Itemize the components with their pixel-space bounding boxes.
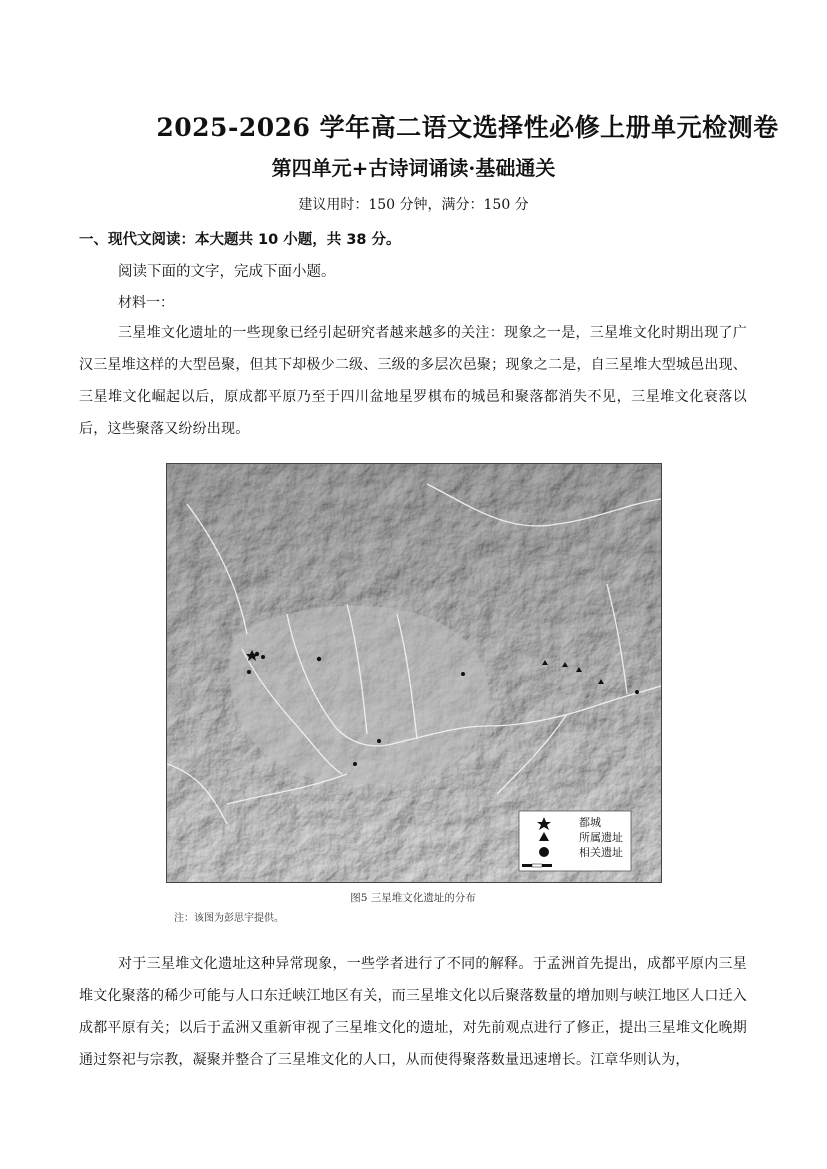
legend-related: 相关遗址 bbox=[579, 846, 623, 859]
site-marker bbox=[377, 739, 381, 743]
site-marker bbox=[247, 670, 251, 674]
time-info: 建议用时：150 分钟，满分：150 分 bbox=[298, 197, 529, 213]
map-legend bbox=[519, 811, 631, 871]
page-title: 2025-2026 学年高二语文选择性必修上册单元检测卷 bbox=[156, 113, 779, 142]
site-marker bbox=[461, 672, 465, 676]
legend-affiliated: 所属遗址 bbox=[579, 831, 623, 844]
figure-caption: 图5 三星堆文化遗址的分布 bbox=[350, 892, 476, 904]
site-marker bbox=[261, 655, 265, 659]
site-marker bbox=[635, 690, 639, 694]
legend-circle-icon bbox=[539, 847, 549, 857]
relief-map bbox=[166, 463, 662, 883]
page-subtitle: 第四单元+古诗词诵读·基础通关 bbox=[271, 156, 556, 180]
legend-capital: 都城 bbox=[579, 816, 601, 829]
site-marker bbox=[353, 762, 357, 766]
reading-instruction: 阅读下面的文字，完成下面小题。 bbox=[118, 264, 336, 280]
site-marker bbox=[317, 657, 321, 661]
paragraph-2: 对于三星堆文化遗址这种异常现象，一些学者进行了不同的解释。于孟洲首先提出，成都平原内三星堆文化聚落的稀少可能与人口东迁峡江地区有关，而三星堆文化以后聚落数量的增加则与峡江地区人口迁入成都平原有关；以后于孟洲又重新审视了三星堆文化的遗址，对先前观点进行了修正，提出三星堆文化晚期通过祭祀与宗教，凝聚并整合了三星堆文化的人口，从而使得聚落数量迅速增长。江章华则认为， bbox=[79, 956, 747, 1068]
section-heading: 一、现代文阅读：本大题共 10 小题，共 38 分。 bbox=[79, 232, 401, 248]
material-label: 材料一： bbox=[118, 295, 174, 311]
figure-note: 注：该图为彭思宇提供。 bbox=[174, 913, 284, 924]
paragraph-1: 三星堆文化遗址的一些现象已经引起研究者越来越多的关注：现象之一是，三星堆文化时期出现了广汉三星堆这样的大型邑聚，但其下却极少二级、三级的多层次邑聚；现象之二是，自三星堆大型城邑出现、三星堆文化崛起以后，原成都平原乃至于四川盆地星罗棋布的城邑和聚落都消失不见，三星堆文化衰落以后，这些聚落又纷纷出现。 bbox=[79, 325, 747, 437]
